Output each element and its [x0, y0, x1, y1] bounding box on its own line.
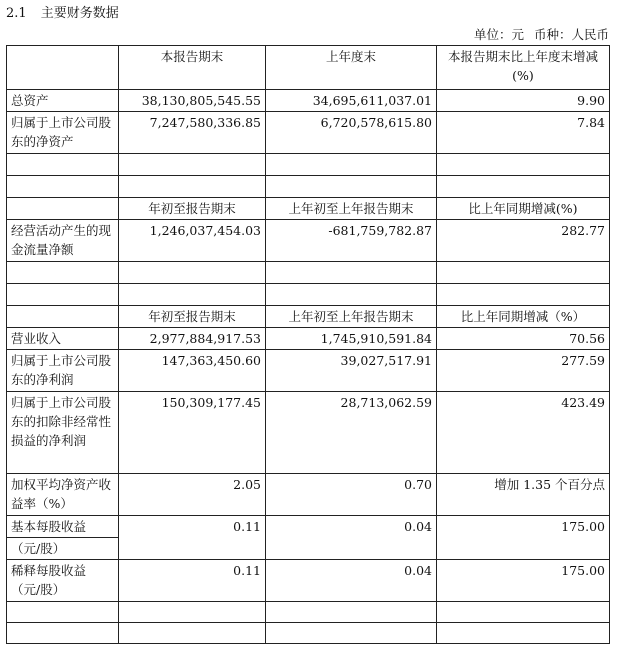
financial-data-table — [6, 45, 610, 644]
table-row — [7, 474, 610, 516]
row-label-net-profit: 归属于上市公司股东的净利润 — [7, 350, 119, 392]
value-previous: 0.04 — [266, 560, 437, 602]
value-change: 7.84 — [437, 112, 610, 154]
row-label-weighted-roe: 加权平均净资产收益率（%） — [7, 474, 119, 516]
blank-header-cell — [7, 306, 119, 328]
header-prior-ytd: 上年初至上年报告期末 — [266, 198, 437, 220]
value-current: 0.11 — [119, 560, 266, 602]
value-change: 277.59 — [437, 350, 610, 392]
section-heading: 主要财务数据 — [40, 6, 119, 21]
unit-line — [474, 25, 609, 43]
value-previous: 0.04 — [266, 516, 437, 560]
empty-row — [7, 262, 610, 284]
row-label-basic-eps-unit: （元/股） — [7, 538, 119, 560]
blank-header-cell — [7, 46, 119, 90]
table-row — [7, 90, 610, 112]
value-current: 147,363,450.60 — [119, 350, 266, 392]
value-current: 2.05 — [119, 474, 266, 516]
header-ytd: 年初至报告期末 — [119, 306, 266, 328]
header-current-period-end: 本报告期末 — [119, 46, 266, 90]
blank-header-cell — [7, 198, 119, 220]
row-label-total-assets: 总资产 — [7, 90, 119, 112]
value-previous: -681,759,782.87 — [266, 220, 437, 262]
value-previous: 1,745,910,591.84 — [266, 328, 437, 350]
header-yoy-change: 比上年同期增减(%) — [437, 198, 610, 220]
row-label-net-profit-excl-nonrecurring: 归属于上市公司股东的扣除非经常性损益的净利润 — [7, 392, 119, 474]
value-current: 7,247,580,336.85 — [119, 112, 266, 154]
currency-label: 币种：人民币 — [533, 27, 609, 42]
value-previous: 39,027,517.91 — [266, 350, 437, 392]
value-previous: 0.70 — [266, 474, 437, 516]
value-change: 423.49 — [437, 392, 610, 474]
header-prior-ytd: 上年初至上年报告期末 — [266, 306, 437, 328]
value-current: 0.11 — [119, 516, 266, 560]
value-change: 175.00 — [437, 516, 610, 560]
row-label-revenue: 营业收入 — [7, 328, 119, 350]
value-change: 9.90 — [437, 90, 610, 112]
header-last-year-end: 上年度末 — [266, 46, 437, 90]
row-label-diluted-eps: 稀释每股收益（元/股） — [7, 560, 119, 602]
row-label-basic-eps: 基本每股收益 — [7, 516, 119, 538]
unit-label: 单位：元 — [473, 27, 524, 42]
value-current: 2,977,884,917.53 — [119, 328, 266, 350]
value-previous: 6,720,578,615.80 — [266, 112, 437, 154]
value-previous: 34,695,611,037.01 — [266, 90, 437, 112]
table-row — [7, 328, 610, 350]
value-change: 70.56 — [437, 328, 610, 350]
value-previous: 28,713,062.59 — [266, 392, 437, 474]
row-label-operating-cash-flow: 经营活动产生的现金流量净额 — [7, 220, 119, 262]
table-row — [7, 220, 610, 262]
value-current: 38,130,805,545.55 — [119, 90, 266, 112]
row-label-net-assets: 归属于上市公司股东的净资产 — [7, 112, 119, 154]
value-change: 175.00 — [437, 560, 610, 602]
header-ytd: 年初至报告期末 — [119, 198, 266, 220]
value-current: 1,246,037,454.03 — [119, 220, 266, 262]
table-row — [7, 350, 610, 392]
block2-header-row — [7, 198, 610, 220]
header-change-pct: 本报告期末比上年度末增减(%) — [437, 46, 610, 90]
empty-row — [7, 602, 610, 623]
value-change: 282.77 — [437, 220, 610, 262]
table-row — [7, 560, 610, 602]
value-change: 增加 1.35 个百分点 — [437, 474, 610, 516]
block3-header-row — [7, 306, 610, 328]
section-number: 2.1 — [6, 6, 27, 21]
empty-row — [7, 154, 610, 176]
block1-header-row — [7, 46, 610, 90]
empty-row — [7, 284, 610, 306]
table-row — [7, 516, 610, 538]
value-current: 150,309,177.45 — [119, 392, 266, 474]
header-yoy-change: 比上年同期增减（%） — [437, 306, 610, 328]
empty-row — [7, 623, 610, 644]
table-row — [7, 112, 610, 154]
section-title — [6, 2, 119, 21]
table-row — [7, 392, 610, 474]
empty-row — [7, 176, 610, 198]
